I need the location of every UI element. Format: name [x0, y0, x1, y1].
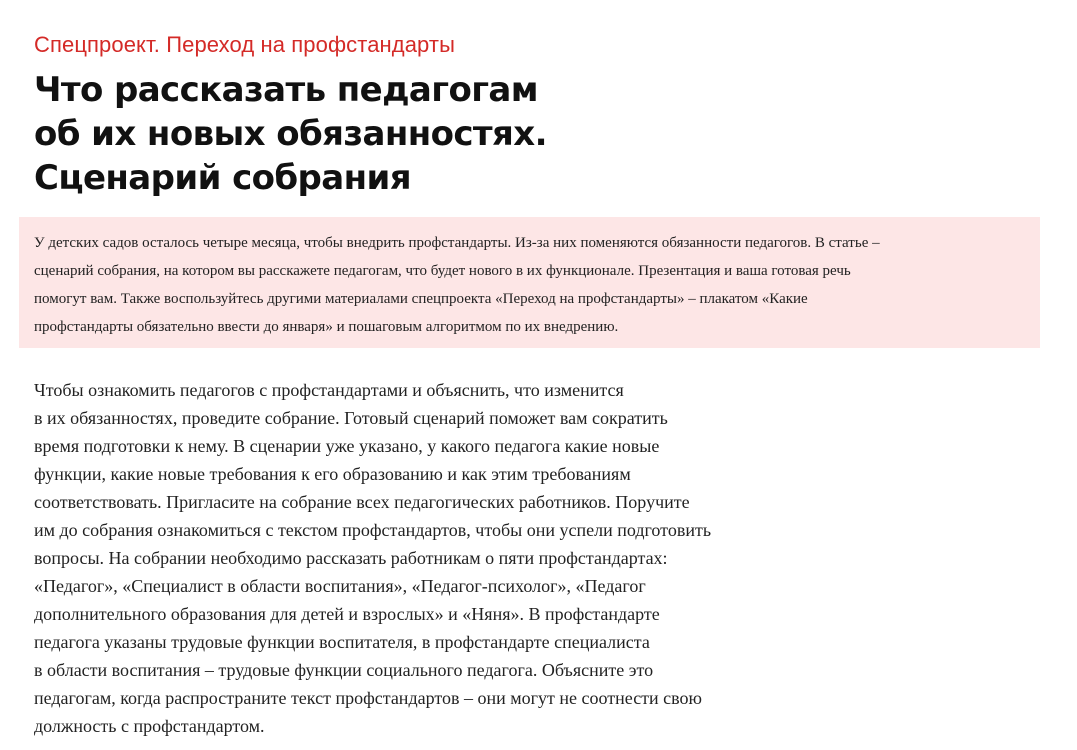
lead-line: сценарий собрания, на котором вы расскажете педагогам, что будет нового в их функционале. Презентация и ваша готовая речь — [34, 263, 851, 279]
body-line: Чтобы ознакомить педагогов с профстандартами и объяснить, что изменится — [34, 380, 624, 400]
title-line: об их новых обязанностях. — [34, 114, 547, 154]
body-line: время подготовки к нему. В сценарии уже указано, у какого педагога какие новые — [34, 436, 660, 456]
lead-line: профстандарты обязательно ввести до января» и пошаговым алгоритмом по их внедрению. — [34, 319, 619, 335]
article-body-paragraph — [34, 376, 1034, 740]
body-line: вопросы. На собрании необходимо рассказать работникам о пяти профстандартах: — [34, 548, 668, 568]
title-line: Сценарий собрания — [34, 158, 411, 198]
body-line: в области воспитания – трудовые функции социального педагога. Объясните это — [34, 660, 654, 680]
body-line: должность с профстандартом. — [34, 716, 265, 736]
body-line: педагога указаны трудовые функции воспитателя, в профстандарте специалиста — [34, 632, 650, 652]
title-line: Что рассказать педагогам — [34, 70, 538, 110]
body-line: им до собрания ознакомиться с текстом профстандартов, чтобы они успели подготовить — [34, 520, 712, 540]
lead-summary-text — [34, 229, 1034, 341]
body-line: дополнительного образования для детей и взрослых» и «Няня». В профстандарте — [34, 604, 660, 624]
lead-line: помогут вам. Также воспользуйтесь другими материалами спецпроекта «Переход на профстандарты» – плакатом «Какие — [34, 291, 808, 307]
lead-summary-box — [19, 217, 1040, 348]
body-line: «Педагог», «Специалист в области воспитания», «Педагог-психолог», «Педагог — [34, 576, 646, 596]
body-line: функции, какие новые требования к его образованию и как этим требованиям — [34, 464, 631, 484]
special-project-link[interactable]: Спецпроект. Переход на профстандарты — [34, 32, 455, 57]
lead-line: У детских садов осталось четыре месяца, чтобы внедрить профстандарты. Из-за них поменяются обязанности педагогов. В статье – — [34, 235, 880, 251]
body-line: педагогам, когда распространите текст профстандартов – они могут не соотнести свою — [34, 688, 702, 708]
body-line: в их обязанностях, проведите собрание. Готовый сценарий поможет вам сократить — [34, 408, 668, 428]
article-title — [34, 68, 547, 200]
body-line: соответствовать. Пригласите на собрание всех педагогических работников. Поручите — [34, 492, 690, 512]
